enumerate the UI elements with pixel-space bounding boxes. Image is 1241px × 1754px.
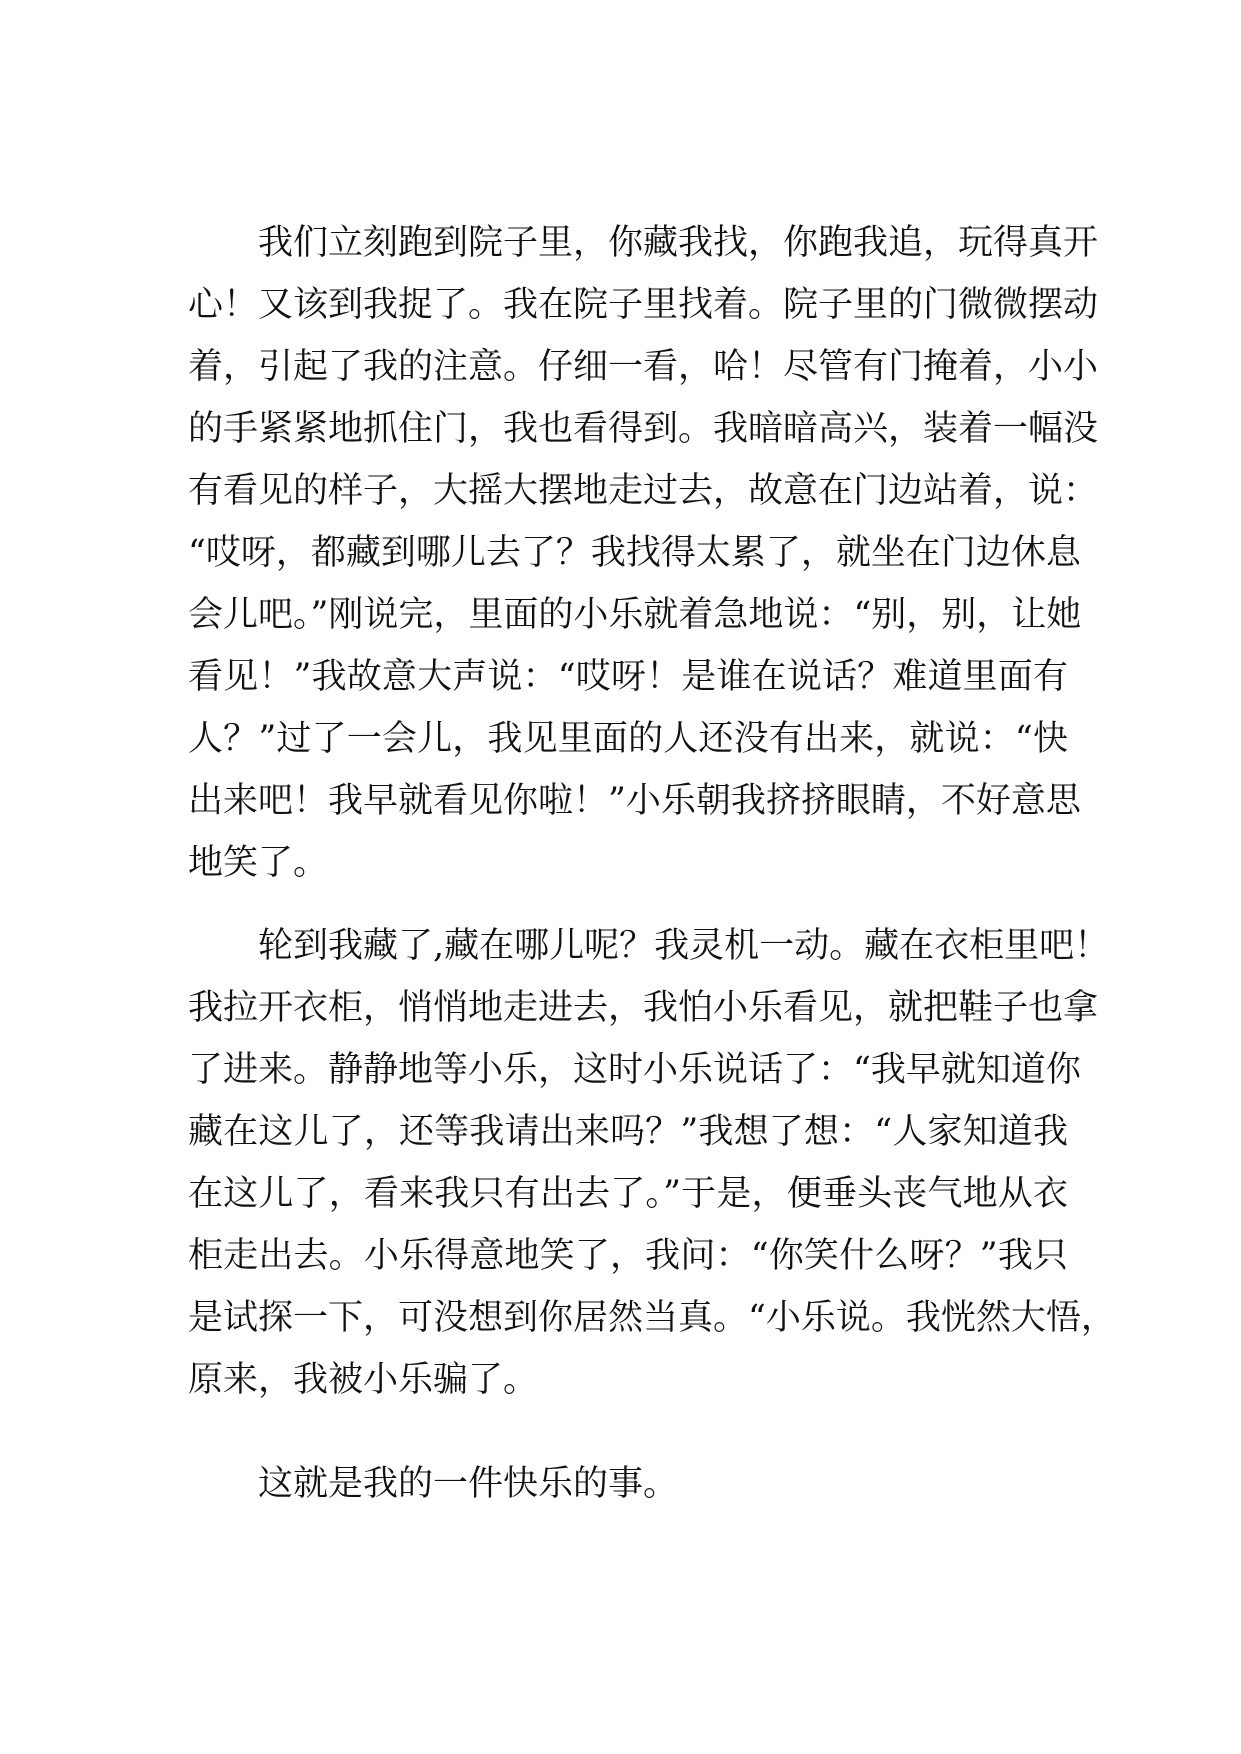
paragraph-line: 有看见的样子，大摇大摆地走过去，故意在门边站着，说：: [188, 471, 1099, 511]
paragraph-line: 地笑了。: [188, 843, 329, 883]
paragraph-conclusion: [188, 1453, 1068, 1515]
paragraph-line: 在这儿了，看来我只有出去了。”于是，便垂头丧气地从衣: [188, 1174, 1068, 1214]
paragraph-line: 的手紧紧地抓住门，我也看得到。我暗暗高兴，装着一幅没: [188, 409, 1099, 449]
paragraph-line: 我们立刻跑到院子里，你藏我找，你跑我追，玩得真开: [188, 223, 1099, 263]
paragraph-line: 心！又该到我捉了。我在院子里找着。院子里的门微微摆动: [188, 285, 1099, 325]
paragraph-line: 柜走出去。小乐得意地笑了，我问：“你笑什么呀？”我只: [188, 1236, 1068, 1276]
paragraph-line: 这就是我的一件快乐的事。: [188, 1464, 679, 1504]
paragraph-line: 出来吧！我早就看见你啦！”小乐朝我挤挤眼睛，不好意思: [188, 781, 1081, 821]
paragraph-line: 人？”过了一会儿，我见里面的人还没有出来，就说：“快: [188, 719, 1068, 759]
paragraph-line: 轮到我藏了,藏在哪儿呢？我灵机一动。藏在衣柜里吧！: [188, 926, 1110, 966]
paragraph-line: 是试探一下，可没想到你居然当真。“小乐说。我恍然大悟，: [188, 1298, 1116, 1338]
paragraph-line: 着，引起了我的注意。仔细一看，哈！尽管有门掩着，小小: [188, 347, 1099, 387]
paragraph-line: 看见！”我故意大声说：“哎呀！是谁在说话？难道里面有: [188, 657, 1068, 697]
paragraph-line: 原来，我被小乐骗了。: [188, 1360, 539, 1400]
paragraph-line: 藏在这儿了，还等我请出来吗？”我想了想：“人家知道我: [188, 1112, 1068, 1152]
paragraph-hide-and-seek: [188, 212, 1099, 894]
paragraph-line: “哎呀，都藏到哪儿去了？我找得太累了，就坐在门边休息: [188, 533, 1081, 573]
paragraph-line: 我拉开衣柜，悄悄地走进去，我怕小乐看见，就把鞋子也拿: [188, 988, 1099, 1028]
paragraph-line: 会儿吧。”刚说完，里面的小乐就着急地说：“别，别，让她: [188, 595, 1082, 635]
paragraph-wardrobe: [188, 915, 1116, 1411]
paragraph-line: 了进来。静静地等小乐，这时小乐说话了：“我早就知道你: [188, 1050, 1081, 1090]
